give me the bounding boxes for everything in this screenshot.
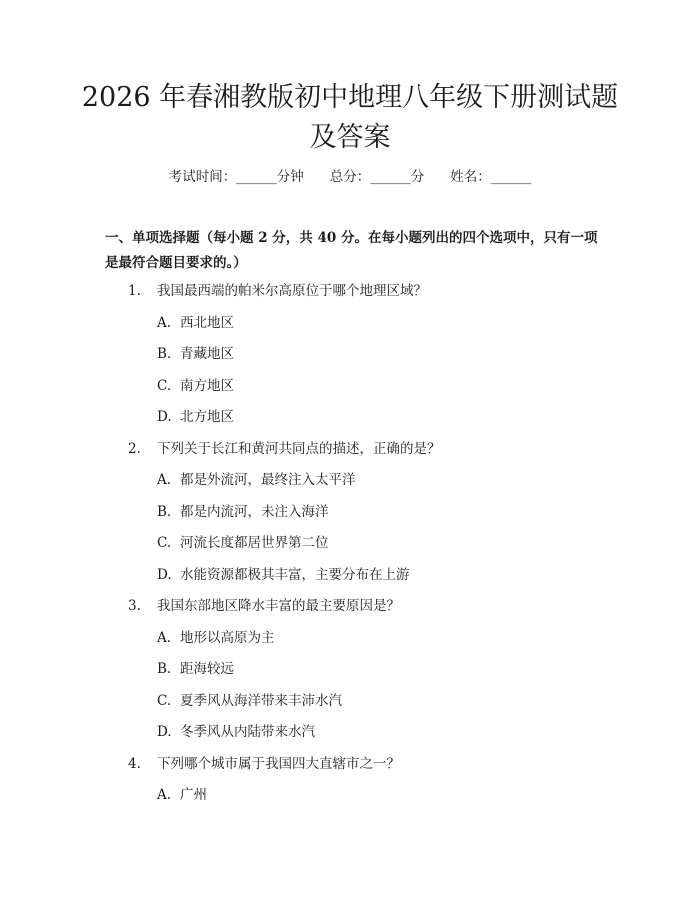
question-stem: 下列哪个城市属于我国四大直辖市之一？ bbox=[157, 755, 400, 772]
option-letter: A. bbox=[157, 787, 172, 803]
option-letter: B. bbox=[157, 346, 172, 362]
option-letter: C. bbox=[157, 535, 172, 551]
option-1b bbox=[0, 339, 700, 371]
option-text: 都是内流河，未注入海洋 bbox=[180, 503, 329, 520]
option-text: 广州 bbox=[180, 787, 207, 803]
question-number: 2. bbox=[128, 440, 141, 457]
option-text: 水能资源都极其丰富，主要分布在上游 bbox=[180, 566, 410, 583]
question-3 bbox=[0, 591, 700, 623]
question-stem: 下列关于长江和黄河共同点的描述，正确的是？ bbox=[157, 440, 441, 457]
option-text: 冬季风从内陆带来水汽 bbox=[180, 724, 315, 740]
question-1 bbox=[0, 276, 700, 308]
exam-score: 总分：______分 bbox=[329, 169, 425, 185]
option-3a bbox=[0, 623, 700, 655]
option-letter: B. bbox=[157, 503, 172, 520]
option-letter: A. bbox=[157, 629, 172, 646]
option-text: 地形以高原为主 bbox=[180, 629, 275, 646]
option-3d bbox=[0, 717, 700, 749]
question-4 bbox=[0, 749, 700, 781]
option-text: 南方地区 bbox=[180, 377, 234, 394]
option-text: 河流长度都居世界第二位 bbox=[180, 535, 329, 551]
exam-meta bbox=[0, 166, 700, 188]
question-stem: 我国东部地区降水丰富的最主要原因是？ bbox=[157, 598, 400, 614]
option-letter: A. bbox=[157, 314, 172, 331]
section-heading: 一、单项选择题（每小题 2 分，共 40 分。在每小题列出的四个选项中，只有一项是最符合题目要求的。） bbox=[105, 230, 598, 271]
option-letter: A. bbox=[157, 472, 172, 488]
option-text: 距海较远 bbox=[180, 661, 234, 677]
option-text: 夏季风从海洋带来丰沛水汽 bbox=[180, 692, 342, 709]
question-2 bbox=[0, 434, 700, 466]
title-line-1: 2026 年春湘教版初中地理八年级下册测试题 bbox=[81, 82, 619, 113]
option-2d bbox=[0, 560, 700, 592]
option-letter: B. bbox=[157, 661, 172, 677]
option-2b bbox=[0, 497, 700, 529]
option-letter: D. bbox=[157, 409, 172, 425]
option-text: 都是外流河，最终注入太平洋 bbox=[180, 472, 356, 488]
question-number: 4. bbox=[128, 755, 141, 772]
exam-name: 姓名：______ bbox=[450, 169, 532, 185]
option-letter: D. bbox=[157, 724, 172, 740]
option-3b bbox=[0, 654, 700, 686]
option-text: 青藏地区 bbox=[180, 346, 234, 362]
option-4a bbox=[0, 780, 700, 812]
option-letter: C. bbox=[157, 377, 172, 394]
exam-time: 考试时间：______分钟 bbox=[168, 169, 304, 185]
page-title bbox=[70, 78, 630, 158]
option-1d bbox=[0, 402, 700, 434]
option-3c bbox=[0, 686, 700, 718]
option-letter: C. bbox=[157, 692, 172, 709]
question-number: 3. bbox=[128, 598, 141, 614]
option-letter: D. bbox=[157, 566, 172, 583]
question-list bbox=[0, 276, 700, 812]
option-text: 西北地区 bbox=[180, 314, 234, 331]
option-1c bbox=[0, 371, 700, 403]
option-text: 北方地区 bbox=[180, 409, 234, 425]
option-2a bbox=[0, 465, 700, 497]
option-1a bbox=[0, 308, 700, 340]
option-2c bbox=[0, 528, 700, 560]
question-stem: 我国最西端的帕米尔高原位于哪个地理区域？ bbox=[157, 283, 427, 299]
question-number: 1. bbox=[128, 283, 141, 299]
title-line-2: 及答案 bbox=[309, 122, 391, 153]
